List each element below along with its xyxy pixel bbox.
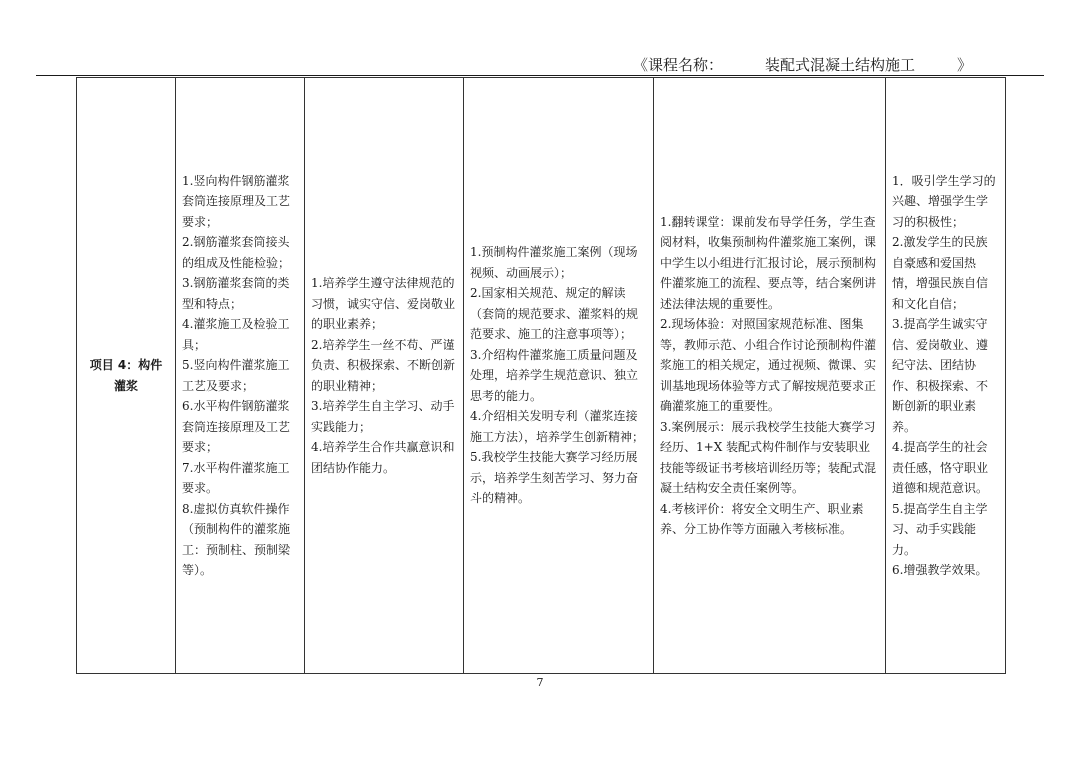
content-item: 4.灌浆施工及检验工具； — [182, 317, 290, 352]
table-row — [77, 78, 1006, 674]
ideology-element-item: 3.介绍构件灌浆施工质量问题及处理，培养学生规范意识、独立思考的能力。 — [470, 347, 639, 403]
effect-item: 1．吸引学生学习的兴趣、增强学生学习的积极性； — [892, 173, 996, 229]
content-item: 2.钢筋灌浆套筒接头的组成及性能检验； — [182, 235, 291, 270]
course-header-suffix: 》 — [956, 56, 972, 74]
ideology-goals-cell — [305, 78, 464, 674]
effect-item: 3.提高学生诚实守信、爱岗敬业、遵纪守法、团结协作、积极探索、不断创新的职业素养。 — [892, 317, 989, 434]
ideology-elements-cell — [464, 78, 654, 674]
effect-item: 5.提高学生自主学习、动手实践能力。 — [892, 501, 988, 557]
effect-item: 2.激发学生的民族自豪感和爱国热情，增强民族自信和文化自信； — [892, 235, 989, 311]
method-item: 2.现场体验：对照国家规范标准、图集等，教师示范、小组合作讨论预制构件灌浆施工的相关规定，通过视频、微课、实训基地现场体验等方式了解按规范要求正确灌浆施工的重要性。 — [660, 317, 877, 413]
content-item: 3.钢筋灌浆套筒的类型和特点； — [182, 276, 290, 311]
course-header — [633, 54, 972, 76]
header-rule — [36, 75, 1044, 76]
content-cell — [176, 78, 305, 674]
method-item: 3.案例展示：展示我校学生技能大赛学习经历、1+X 装配式构件制作与安装职业技能等级证书考核培训经历等；装配式混凝土结构安全责任案例等。 — [660, 419, 877, 495]
ideology-element-item: 1.预制构件灌浆施工案例（现场视频、动画展示）； — [470, 245, 638, 280]
content-item: 1.竖向构件钢筋灌浆套筒连接原理及工艺要求； — [182, 173, 291, 229]
syllabus-table — [76, 77, 1006, 674]
ideology-element-item: 4.介绍相关发明专利（灌浆连接施工方法），培养学生创新精神； — [470, 409, 645, 444]
ideology-element-item: 5.我校学生技能大赛学习经历展示，培养学生刻苦学习、努力奋斗的精神。 — [470, 450, 639, 506]
ideology-goal-item: 1.培养学生遵守法律规范的习惯，诚实守信、爱岗敬业的职业素养； — [311, 276, 456, 331]
effects-cell — [886, 78, 1006, 674]
project-title-line: 灌浆 — [113, 378, 138, 393]
course-name: 装配式混凝土结构施工 — [723, 54, 957, 76]
methods-cell — [654, 78, 886, 674]
content-item: 5.竖向构件灌浆施工工艺及要求； — [182, 358, 290, 393]
project-cell — [77, 78, 176, 674]
ideology-goal-item: 3.培养学生自主学习、动手实践能力； — [311, 399, 455, 434]
ideology-goal-item: 4.培养学生合作共赢意识和团结协作能力。 — [311, 440, 455, 475]
method-item: 1.翻转课堂：课前发布导学任务，学生查阅材料，收集预制构件灌浆施工案例，课中学生以小组进行汇报讨论，展示预制构件灌浆施工的流程、要点等，结合案例讲述法律法规的重要性。 — [660, 214, 877, 311]
method-item: 4.考核评价：将安全文明生产、职业素养、分工协作等方面融入考核标准。 — [660, 501, 864, 536]
content-item: 8.虚拟仿真软件操作 （预制构件的灌浆施工：预制柱、预制梁等）。 — [182, 501, 291, 577]
effect-item: 4.提高学生的社会责任感，恪守职业道德和规范意识。 — [892, 440, 989, 495]
course-header-prefix: 《课程名称： — [632, 56, 723, 74]
project-title-line: 项目 4：构件 — [89, 358, 163, 372]
content-item: 6.水平构件钢筋灌浆套筒连接原理及工艺要求； — [182, 399, 291, 454]
ideology-goal-item: 2.培养学生一丝不苟、严谨负责、积极探索、不断创新的职业精神； — [311, 337, 456, 393]
ideology-element-item: 2.国家相关规范、规定的解读（套筒的规范要求、灌浆料的规范要求、施工的注意事项等）； — [470, 286, 639, 342]
effect-item: 6.增强教学效果。 — [892, 563, 988, 577]
content-item: 7.水平构件灌浆施工要求。 — [182, 460, 290, 495]
page-number: 7 — [536, 676, 544, 689]
